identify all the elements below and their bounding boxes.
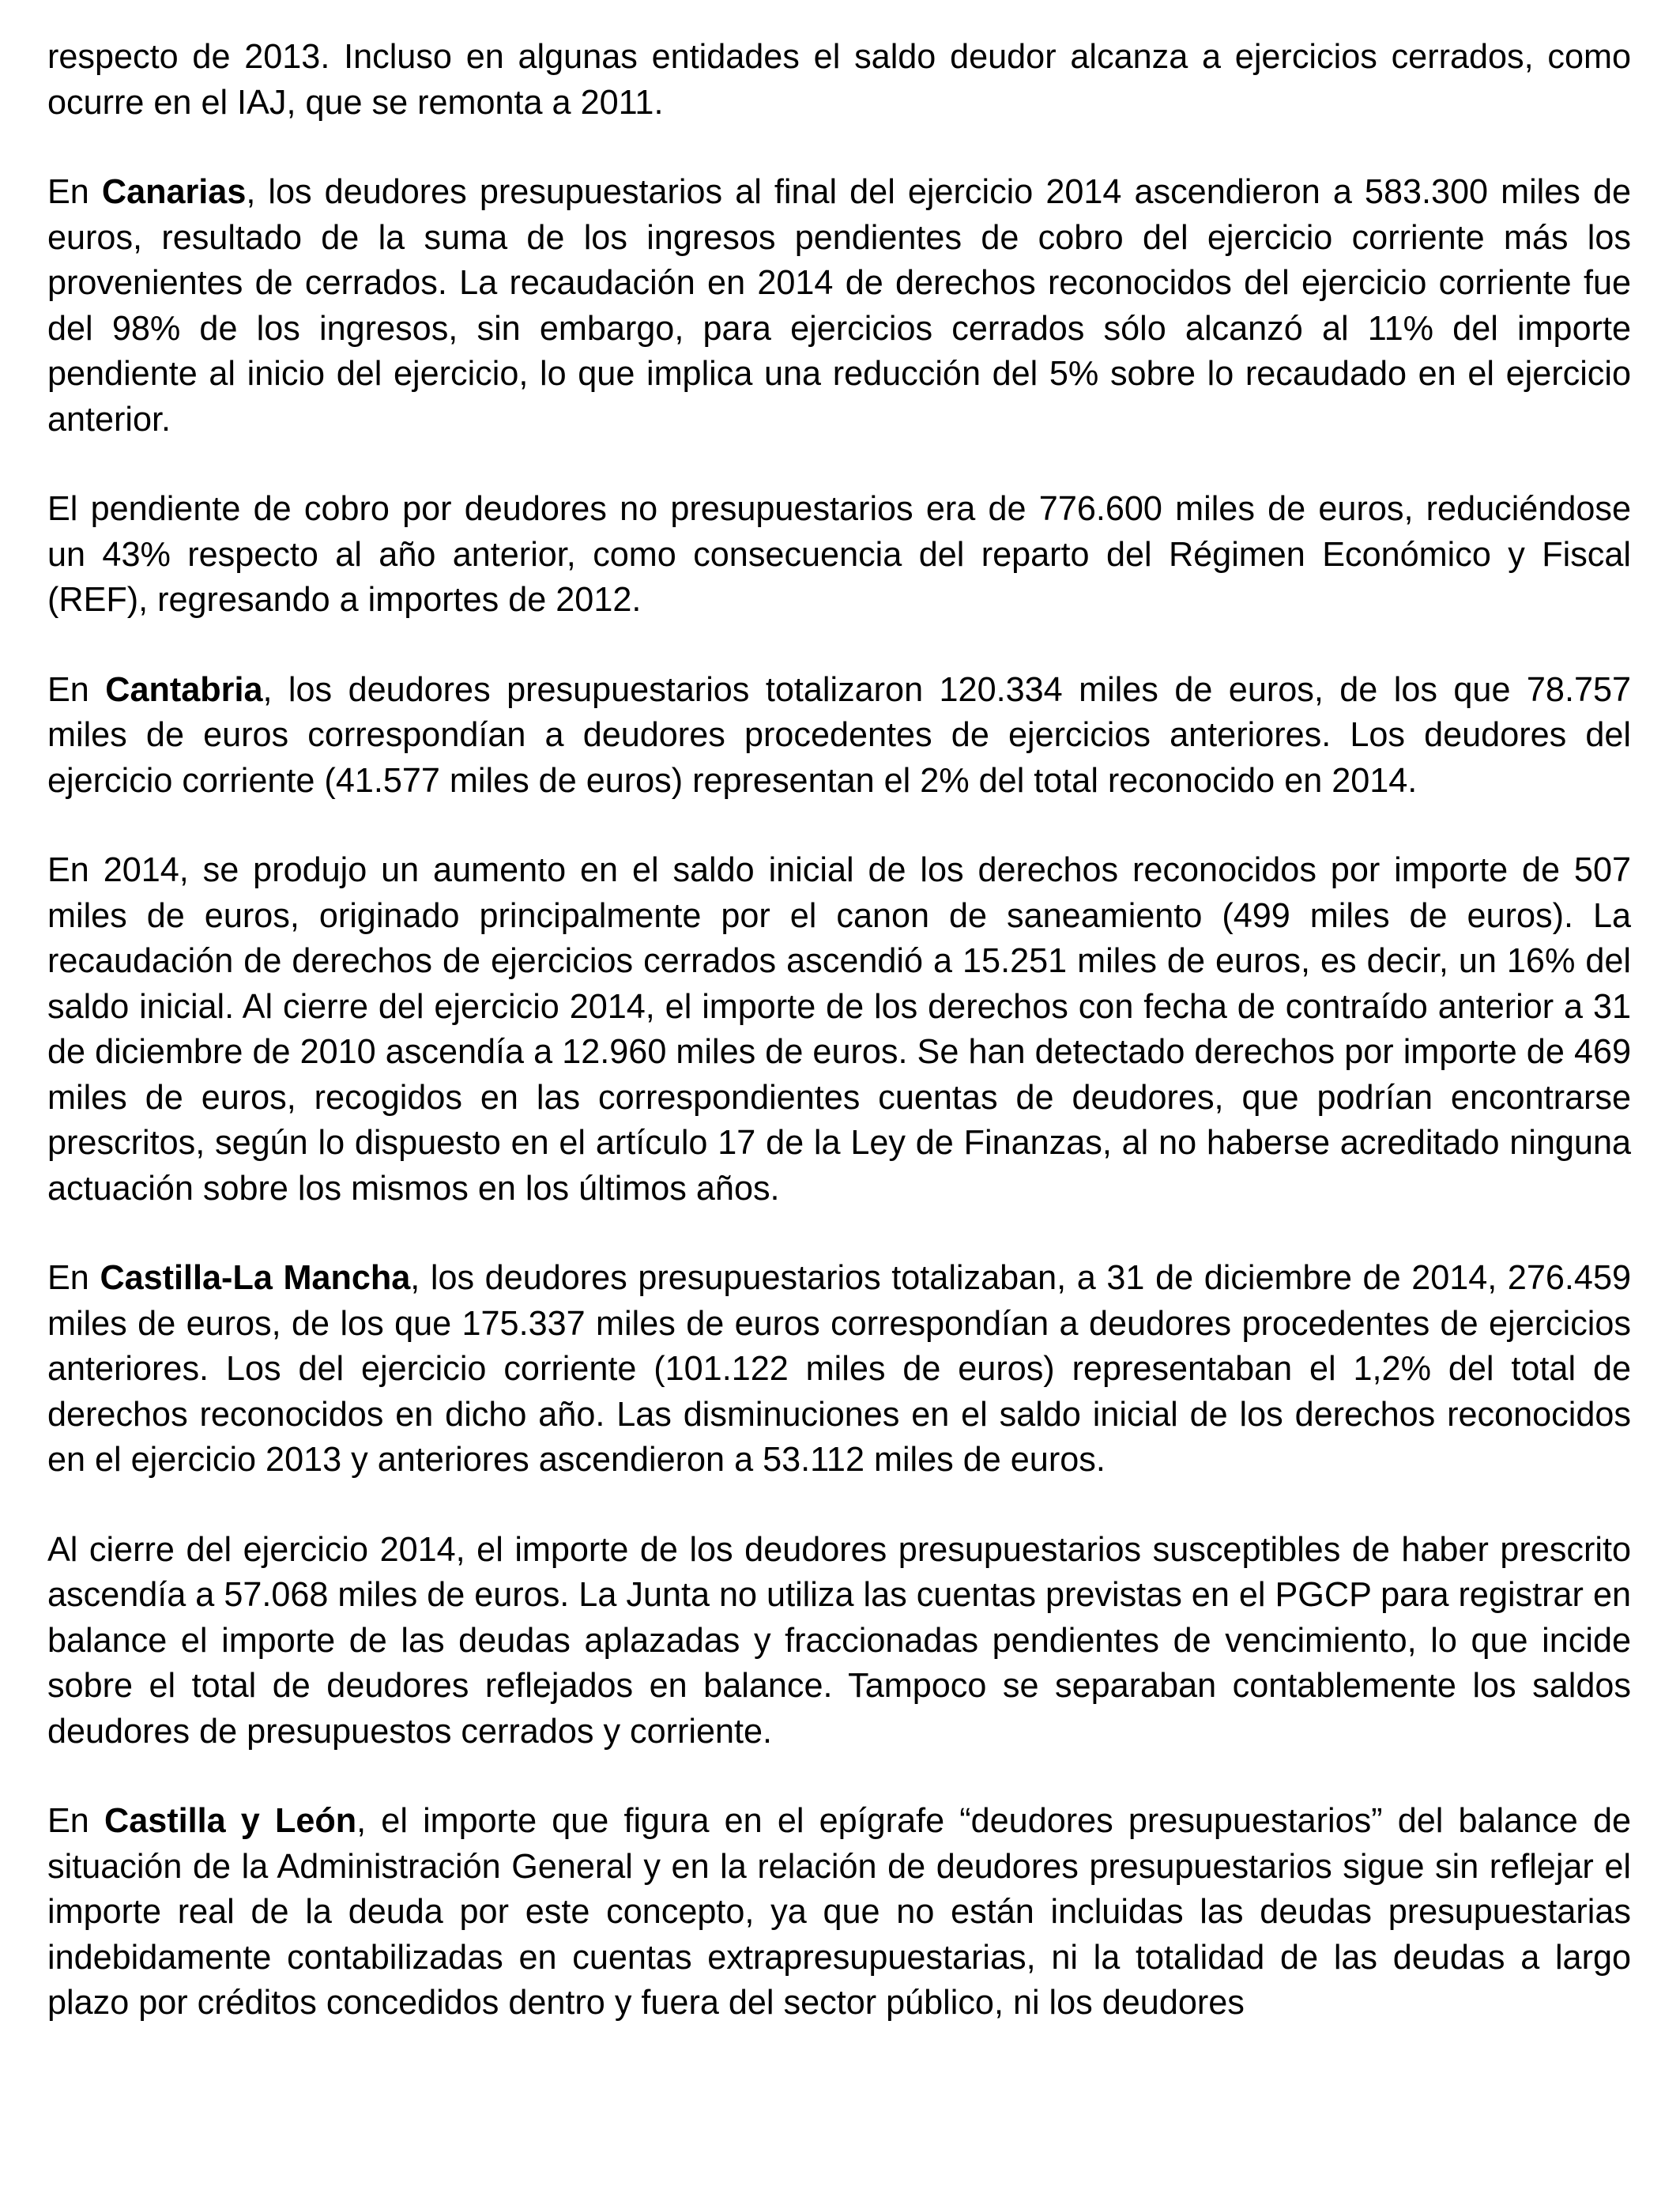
region-name-castilla-y-leon: Castilla y León	[104, 1802, 357, 1840]
text-segment: respecto de 2013. Incluso en algunas entidades el saldo deudor alcanza a ejercicios cerrados, como ocurre en el IAJ, que se remonta a 2011.	[47, 38, 1631, 122]
text-segment: En 2014, se produjo un aumento en el saldo inicial de los derechos reconocidos por importe de 507 miles de euros, originado principalmente por el canon de saneamiento (499 miles de euros). La recaudación de derechos de ejercicios cerrados ascendió a 15.251 miles de euros, es decir, un 16% del saldo inicial. Al cierre del ejercicio 2014, el importe de los derechos con fecha de contraído anterior a 31 de diciembre de 2010 ascendía a 12.960 miles de euros. Se han detectado derechos por importe de 469 miles de euros, recogidos en las correspondientes cuentas de deudores, que podrían encontrarse prescritos, según lo dispuesto en el artículo 17 de la Ley de Finanzas, al no haberse acreditado ninguna actuación sobre los mismos en los últimos años.	[47, 851, 1631, 1208]
text-segment: El pendiente de cobro por deudores no presupuestarios era de 776.600 miles de euros, reduciéndose un 43% respecto al año anterior, como consecuencia del reparto del Régimen Económico y Fiscal (REF), regresando a importes de 2012.	[47, 490, 1631, 619]
paragraph-castilla-la-mancha	[47, 1256, 1631, 1483]
text-segment: En	[47, 173, 102, 211]
text-segment: En	[47, 1259, 100, 1297]
text-segment: , los deudores presupuestarios totalizaban, a 31 de diciembre de 2014, 276.459 miles de euros, de los que 175.337 miles de euros correspondían a deudores procedentes de ejercicios anteriores. Los del ejercicio corriente (101.122 miles de euros) representaban el 1,2% del total de derechos reconocidos en dicho año. Las disminuciones en el saldo inicial de los derechos reconocidos en el ejercicio 2013 y anteriores ascendieron a 53.112 miles de euros.	[47, 1259, 1631, 1479]
document-page	[47, 35, 1631, 2071]
text-segment: , los deudores presupuestarios totalizaron 120.334 miles de euros, de los que 78.757 miles de euros correspondían a deudores procedentes de ejercicios anteriores. Los deudores del ejercicio corriente (41.577 miles de euros) representan el 2% del total reconocido en 2014.	[47, 670, 1632, 800]
paragraph-cantabria-2014	[47, 848, 1631, 1212]
paragraph-cantabria	[47, 668, 1631, 805]
region-name-castilla-la-mancha: Castilla-La Mancha	[100, 1259, 411, 1297]
region-name-canarias: Canarias	[101, 173, 247, 211]
text-segment: , los deudores presupuestarios al final del ejercicio 2014 ascendieron a 583.300 miles de euros, resultado de la suma de los ingresos pendientes de cobro del ejercicio corriente más los provenientes de cerrados. La recaudación en 2014 de derechos reconocidos del ejercicio corriente fue del 98% de los ingresos, sin embargo, para ejercicios cerrados sólo alcanzó al 11% del importe pendiente al inicio del ejercicio, lo que implica una reducción del 5% sobre lo recaudado en el ejercicio anterior.	[47, 173, 1631, 439]
paragraph-canarias	[47, 170, 1631, 443]
text-segment: En	[47, 670, 106, 709]
paragraph-castilla-y-leon	[47, 1799, 1631, 2026]
region-name-cantabria: Cantabria	[105, 670, 263, 709]
text-segment: En	[47, 1802, 104, 1840]
paragraph-canarias-no-presupuestarios	[47, 487, 1631, 624]
paragraph-iaj-continuation	[47, 35, 1631, 126]
text-segment: Al cierre del ejercicio 2014, el importe de los deudores presupuestarios susceptibles de haber prescrito ascendía a 57.068 miles de euros. La Junta no utiliza las cuentas previstas en el PGCP para registrar en balance el importe de las deudas aplazadas y fraccionadas pendientes de vencimiento, lo que incide sobre el total de deudores reflejados en balance. Tampoco se separaban contablemente los saldos deudores de presupuestos cerrados y corriente.	[47, 1530, 1631, 1751]
text-segment: , el importe que figura en el epígrafe “deudores presupuestarios” del balance de situación de la Administración General y en la relación de deudores presupuestarios sigue sin reflejar el importe real de la deuda por este concepto, ya que no están incluidas las deudas presupuestarias indebidamente contabilizadas en cuentas extrapresupuestarias, ni la totalidad de las deudas a largo plazo por créditos concedidos dentro y fuera del sector público, ni los deudores	[47, 1802, 1632, 2022]
paragraph-castilla-la-mancha-cierre	[47, 1528, 1631, 1755]
